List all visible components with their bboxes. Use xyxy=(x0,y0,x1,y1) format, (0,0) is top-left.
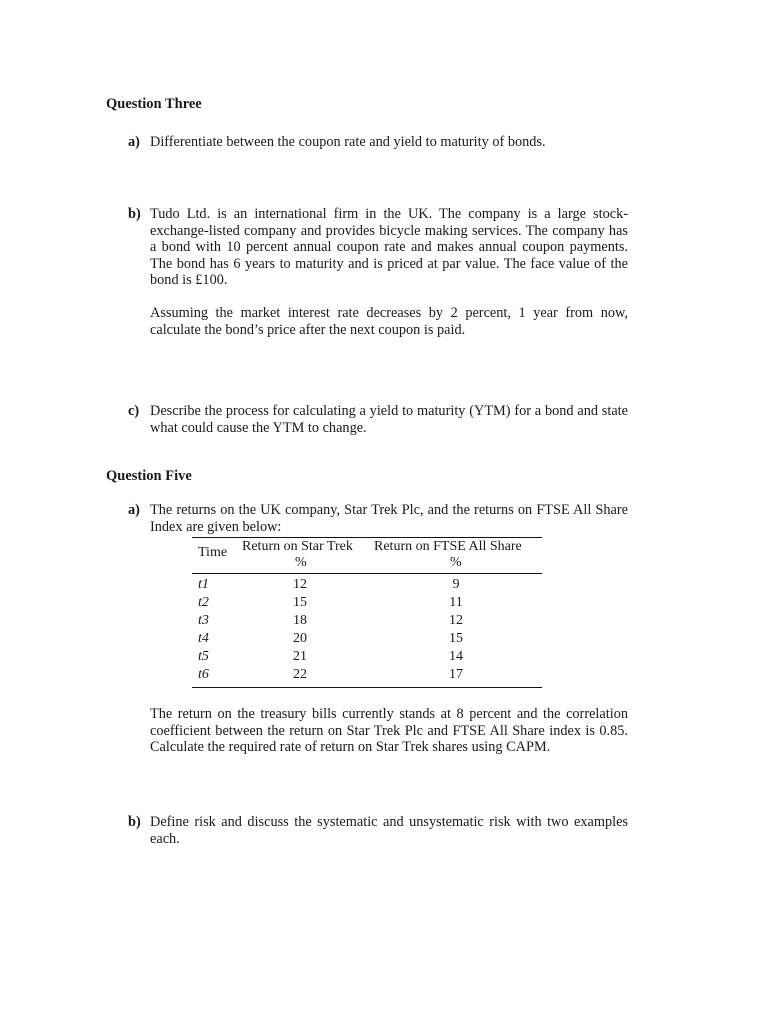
table-cell-ftse: 11 xyxy=(449,595,463,610)
table-cell-ftse: 14 xyxy=(449,649,463,664)
table-unit-star-trek: % xyxy=(295,555,307,570)
part-text: Differentiate between the coupon rate and yield to maturity of bonds. xyxy=(150,134,546,150)
table-cell-ftse: 9 xyxy=(452,577,460,592)
question-three-part-a xyxy=(128,134,628,151)
table-cell-ftse: 15 xyxy=(449,631,463,646)
table-cell-time: t4 xyxy=(198,631,209,646)
table-header-star-trek: Return on Star Trek xyxy=(242,539,353,554)
table-cell-time: t2 xyxy=(198,595,209,610)
table-row xyxy=(192,613,542,631)
question-five-part-a xyxy=(128,502,628,535)
table-cell-ftse: 17 xyxy=(449,667,463,682)
part-text: Define risk and discuss the systematic and unsystematic risk with two examples each. xyxy=(150,814,628,847)
table-cell-star-trek: 12 xyxy=(293,577,307,592)
question-five-part-b xyxy=(128,814,628,847)
part-text: Describe the process for calculating a yield to maturity (YTM) for a bond and state what could cause the YTM to change. xyxy=(150,403,628,436)
table-cell-time: t1 xyxy=(198,577,209,592)
part-text: Tudo Ltd. is an international firm in the UK. The company is a large stock-exchange-listed company and provides bicycle making services. The company has a bond with 10 percent annual coupon rate and makes annual coupon payments. The bond has 6 years to maturity and is priced at par value. The face value of the bond is £100. xyxy=(150,206,628,289)
part-label: c) xyxy=(128,403,140,419)
table-unit-ftse: % xyxy=(450,555,462,570)
question-three-part-b xyxy=(128,206,628,338)
table-cell-star-trek: 22 xyxy=(293,667,307,682)
table-row xyxy=(192,667,542,685)
table-cell-star-trek: 18 xyxy=(293,613,307,628)
table-top-rule xyxy=(192,537,542,538)
table-header-time: Time xyxy=(198,545,228,560)
table-cell-time: t3 xyxy=(198,613,209,628)
table-cell-star-trek: 21 xyxy=(293,649,307,664)
table-cell-time: t6 xyxy=(198,667,209,682)
table-row xyxy=(192,595,542,613)
part-text: The returns on the UK company, Star Trek Plc, and the returns on FTSE All Share Index are given below: xyxy=(150,502,628,535)
part-text: Assuming the market interest rate decreases by 2 percent, 1 year from now, calculate the bond’s price after the next coupon is paid. xyxy=(150,304,628,338)
table-row xyxy=(192,631,542,649)
part-text: The return on the treasury bills currently stands at 8 percent and the correlation coefficient between the return on Star Trek Plc and FTSE All Share index is 0.85. Calculate the required rate of return on Star Trek shares using CAPM. xyxy=(150,706,628,756)
table-row xyxy=(192,649,542,667)
table-cell-ftse: 12 xyxy=(449,613,463,628)
part-label: b) xyxy=(128,814,141,830)
table-cell-star-trek: 15 xyxy=(293,595,307,610)
question-three-part-c xyxy=(128,403,628,436)
part-label: a) xyxy=(128,502,140,518)
question-five-part-a-task xyxy=(128,706,628,756)
table-header-rule xyxy=(192,573,542,574)
question-three-heading: Question Three xyxy=(106,96,202,112)
table-header-ftse: Return on FTSE All Share xyxy=(374,539,522,554)
table-bottom-rule xyxy=(192,687,542,688)
table-row xyxy=(192,577,542,595)
part-label: b) xyxy=(128,206,141,222)
part-label: a) xyxy=(128,134,140,150)
table-cell-time: t5 xyxy=(198,649,209,664)
table-cell-star-trek: 20 xyxy=(293,631,307,646)
question-five-heading: Question Five xyxy=(106,468,192,484)
